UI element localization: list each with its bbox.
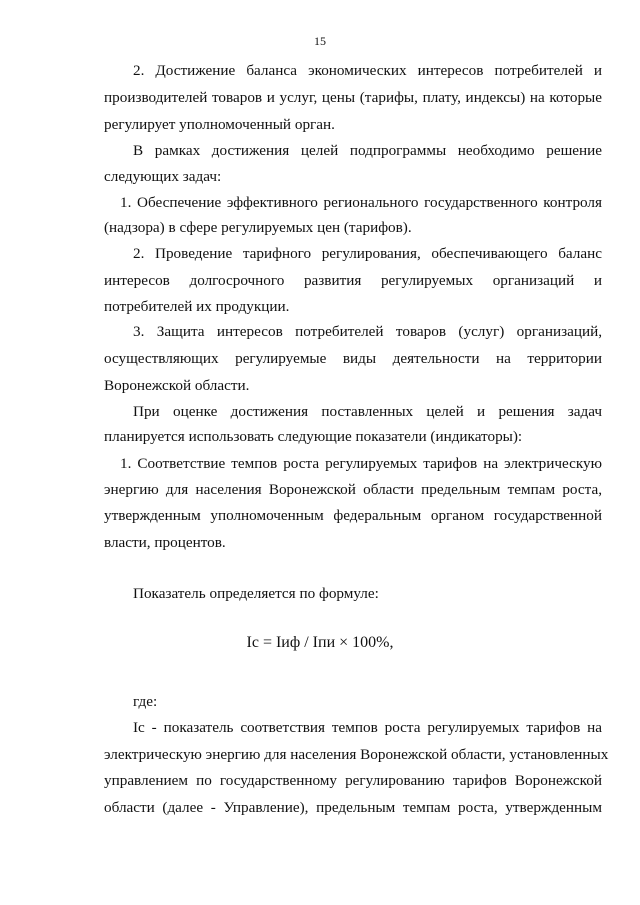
paragraph-line: потребителей их продукции. [104,298,290,315]
paragraph-line: 3. Защита интересов потребителей товаров (услуг) организаций, [133,323,602,340]
paragraph-line: осуществляющих регулируемые виды деятельности на территории [104,350,602,367]
paragraph-line: производителей товаров и услуг, цены (тарифы, плату, индексы) на которые [104,89,602,106]
formula: Ic = Iиф / Iпи × 100%, [246,634,394,651]
paragraph-line: Показатель определяется по формуле: [133,585,379,602]
paragraph-line: 1. Соответствие темпов роста регулируемых тарифов на электрическую [120,455,602,472]
paragraph-line: (надзора) в сфере регулируемых цен (тарифов). [104,219,412,236]
paragraph-line: управлением по государственному регулированию тарифов Воронежской [104,772,602,789]
paragraph-line: где: [133,693,158,710]
paragraph-line: планируется использовать следующие показатели (индикаторы): [104,428,523,445]
paragraph-line: 1. Обеспечение эффективного регионального государственного контроля [120,194,602,211]
paragraph-line: следующих задач: [104,168,222,185]
paragraph-line: регулирует уполномоченный орган. [104,116,335,133]
paragraph-line: области (далее - Управление), предельным темпам роста, утвержденным [104,799,602,816]
paragraph-line: Ic - показатель соответствия темпов роста регулируемых тарифов на [133,719,602,736]
paragraph-line: власти, процентов. [104,534,226,551]
paragraph-line: энергию для населения Воронежской области предельным темпам роста, [104,481,602,498]
paragraph-line: 2. Достижение баланса экономических интересов потребителей и [133,62,602,79]
paragraph-line: интересов долгосрочного развития регулируемых организаций и [104,272,602,289]
page-number: 15 [314,34,326,48]
paragraph-line: Воронежской области. [104,377,250,394]
paragraph-line: В рамках достижения целей подпрограммы необходимо решение [133,142,602,159]
paragraph-line: электрическую энергию для населения Воронежской области, установленных [104,746,609,763]
paragraph-line: утвержденным уполномоченным федеральным органом государственной [104,507,602,524]
paragraph-line: При оценке достижения поставленных целей и решения задач [133,403,602,420]
paragraph-line: 2. Проведение тарифного регулирования, обеспечивающего баланс [133,245,602,262]
